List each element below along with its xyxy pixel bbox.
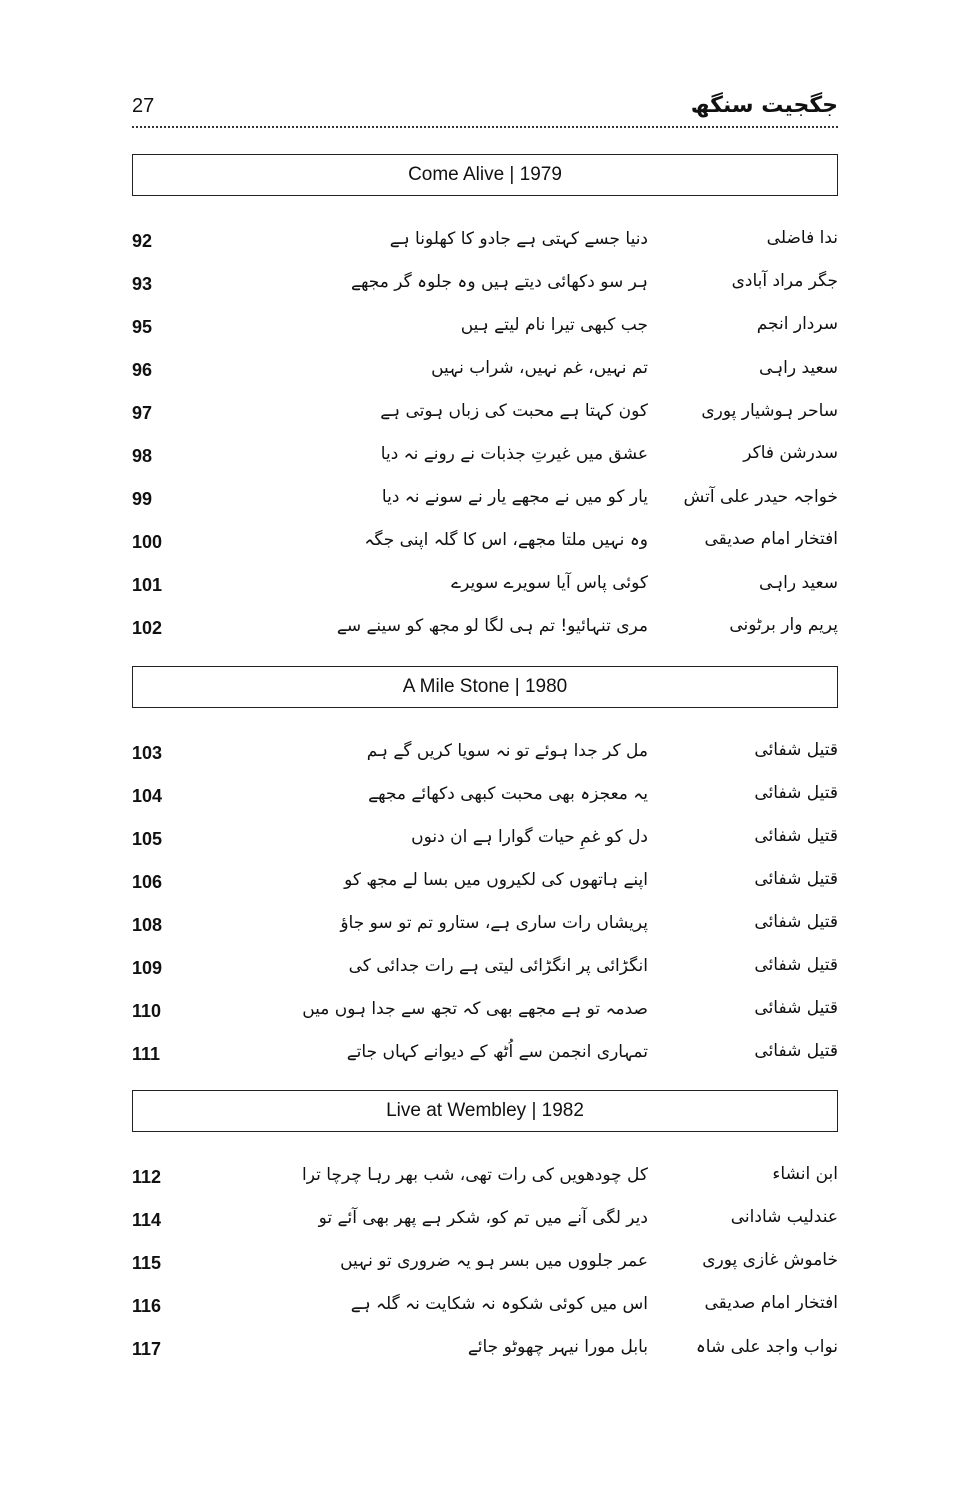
section-come-alive xyxy=(132,154,838,653)
entry-page-number: 106 xyxy=(132,872,163,892)
list-item xyxy=(132,993,838,1036)
entry-song-title: عشق میں غیرتِ جذبات نے رونے نہ دیا xyxy=(380,444,648,464)
list-item xyxy=(132,778,838,821)
section-title-box xyxy=(132,154,838,196)
entry-song-title: کون کہتا ہے محبت کی زباں ہوتی ہے xyxy=(380,401,648,421)
entry-song-title: کوئی پاس آیا سویرے سویرے xyxy=(451,573,648,593)
entry-poet: نواب واجد علی شاہ xyxy=(695,1337,838,1357)
entry-page-number: 112 xyxy=(132,1167,162,1187)
entry-poet: قتیل شفائی xyxy=(754,783,838,803)
page-number: 27 xyxy=(132,95,155,117)
list-item xyxy=(132,223,838,266)
list-item xyxy=(132,266,838,309)
entry-page-number: 101 xyxy=(132,575,163,595)
entry-list xyxy=(132,223,838,653)
entry-song-title: تمہاری انجمن سے اُٹھ کے دیوانے کہاں جاتے xyxy=(346,1042,648,1062)
list-item xyxy=(132,524,838,567)
list-item xyxy=(132,567,838,610)
section-title-box xyxy=(132,666,838,708)
entry-page-number: 97 xyxy=(132,403,153,423)
entry-page-number: 111 xyxy=(132,1044,161,1064)
list-item xyxy=(132,735,838,778)
list-item xyxy=(132,1036,838,1079)
entry-song-title: بابل مورا نیہر چھوٹو جائے xyxy=(467,1337,648,1357)
entry-song-title: دل کو غمِ حیات گوارا ہے ان دنوں xyxy=(411,827,648,847)
list-item xyxy=(132,864,838,907)
entry-poet: خواجہ حیدر علی آتش xyxy=(683,487,838,507)
section-title: Live at Wembley | 1982 xyxy=(386,1100,584,1121)
entry-page-number: 108 xyxy=(132,915,163,935)
entry-song-title: کل چودھویں کی رات تھی، شب بھر رہا چرچا ترا xyxy=(302,1165,648,1185)
entry-poet: قتیل شفائی xyxy=(754,1041,838,1061)
entry-song-title: پریشاں رات ساری ہے، ستارو تم تو سو جاؤ xyxy=(340,913,648,933)
entry-list xyxy=(132,735,838,1079)
entry-poet: قتیل شفائی xyxy=(754,955,838,975)
list-item xyxy=(132,950,838,993)
entry-poet: قتیل شفائی xyxy=(754,869,838,889)
entry-poet: سردار انجم xyxy=(756,314,838,334)
entry-page-number: 116 xyxy=(132,1296,162,1316)
entry-song-title: دیر لگی آنے میں تم کو، شکر ہے پھر بھی آئے تو xyxy=(318,1208,648,1228)
section-live-at-wembley xyxy=(132,1090,838,1374)
entry-song-title: مل کر جدا ہوئے تو نہ سویا کریں گے ہم xyxy=(366,741,648,761)
entry-page-number: 102 xyxy=(132,618,163,638)
entry-poet: افتخار امام صدیقی xyxy=(704,529,838,549)
entry-poet: سعید راہی xyxy=(759,358,838,378)
entry-poet: قتیل شفائی xyxy=(754,912,838,932)
entry-poet: قتیل شفائی xyxy=(754,826,838,846)
entry-poet: خاموش غازی پوری xyxy=(702,1250,838,1270)
list-item xyxy=(132,1245,838,1288)
entry-page-number: 99 xyxy=(132,489,153,509)
list-item xyxy=(132,309,838,352)
list-item xyxy=(132,821,838,864)
entry-page-number: 93 xyxy=(132,274,153,294)
entry-page-number: 98 xyxy=(132,446,153,466)
entry-poet: سدرشن فاکر xyxy=(743,443,838,463)
entry-song-title: تم نہیں، غم نہیں، شراب نہیں xyxy=(431,358,648,378)
entry-song-title: مری تنہائیو! تم ہی لگا لو مجھ کو سینے سے xyxy=(336,616,648,636)
entry-song-title: انگڑائی پر انگڑائی لیتی ہے رات جدائی کی xyxy=(348,956,648,976)
section-title: Come Alive | 1979 xyxy=(408,164,562,185)
entry-poet: پریم وار برٹونی xyxy=(729,615,838,635)
entry-page-number: 103 xyxy=(132,743,163,763)
list-item xyxy=(132,438,838,481)
list-item xyxy=(132,352,838,395)
entry-poet: سعید راہی xyxy=(759,573,838,593)
entry-page-number: 117 xyxy=(132,1339,162,1359)
entry-song-title: عمر جلووں میں بسر ہو یہ ضروری تو نہیں xyxy=(340,1251,648,1271)
entry-page-number: 100 xyxy=(132,532,163,552)
entry-page-number: 114 xyxy=(132,1210,162,1230)
entry-song-title: یار کو میں نے مجھے یار نے سونے نہ دیا xyxy=(381,487,648,507)
section-title: A Mile Stone | 1980 xyxy=(402,676,568,697)
entry-poet: ابن انشاء xyxy=(772,1164,838,1184)
list-item xyxy=(132,1288,838,1331)
list-item xyxy=(132,1331,838,1374)
entry-song-title: دنیا جسے کہتی ہے جادو کا کھلونا ہے xyxy=(389,229,648,249)
entry-song-title: اس میں کوئی شکوہ نہ شکایت نہ گلہ ہے xyxy=(350,1294,648,1314)
entry-song-title: جب کبھی تیرا نام لیتے ہیں xyxy=(460,315,648,335)
entry-page-number: 110 xyxy=(132,1001,162,1021)
list-item xyxy=(132,481,838,524)
entry-poet: جگر مراد آبادی xyxy=(731,271,838,291)
entry-page-number: 92 xyxy=(132,231,153,251)
entry-poet: ندا فاضلی xyxy=(766,228,838,248)
list-item xyxy=(132,610,838,653)
entry-list xyxy=(132,1159,838,1374)
section-a-mile-stone xyxy=(132,666,838,1079)
entry-page-number: 104 xyxy=(132,786,163,806)
entry-poet: عندلیب شادانی xyxy=(730,1207,838,1227)
entry-page-number: 115 xyxy=(132,1253,162,1273)
running-title: جگجیت سنگھ xyxy=(690,93,838,118)
list-item xyxy=(132,1202,838,1245)
entry-page-number: 105 xyxy=(132,829,163,849)
entry-song-title: وہ نہیں ملتا مجھے، اس کا گلہ اپنی جگہ xyxy=(364,530,648,550)
entry-song-title: صدمہ تو ہے مجھے بھی کہ تجھ سے جدا ہوں میں xyxy=(302,999,648,1019)
page-header xyxy=(132,88,838,128)
entry-poet: افتخار امام صدیقی xyxy=(704,1293,838,1313)
entry-page-number: 109 xyxy=(132,958,163,978)
list-item xyxy=(132,1159,838,1202)
entry-page-number: 95 xyxy=(132,317,153,337)
entry-song-title: یہ معجزہ بھی محبت کبھی دکھائے مجھے xyxy=(368,784,648,804)
list-item xyxy=(132,907,838,950)
entry-poet: ساحر ہوشیار پوری xyxy=(701,401,838,421)
section-title-box xyxy=(132,1090,838,1132)
entry-song-title: ہر سو دکھائی دیتے ہیں وہ جلوہ گر مجھے xyxy=(350,272,648,292)
entry-page-number: 96 xyxy=(132,360,153,380)
entry-poet: قتیل شفائی xyxy=(754,998,838,1018)
entry-song-title: اپنے ہاتھوں کی لکیروں میں بسا لے مجھ کو xyxy=(344,870,648,890)
list-item xyxy=(132,395,838,438)
entry-poet: قتیل شفائی xyxy=(754,740,838,760)
